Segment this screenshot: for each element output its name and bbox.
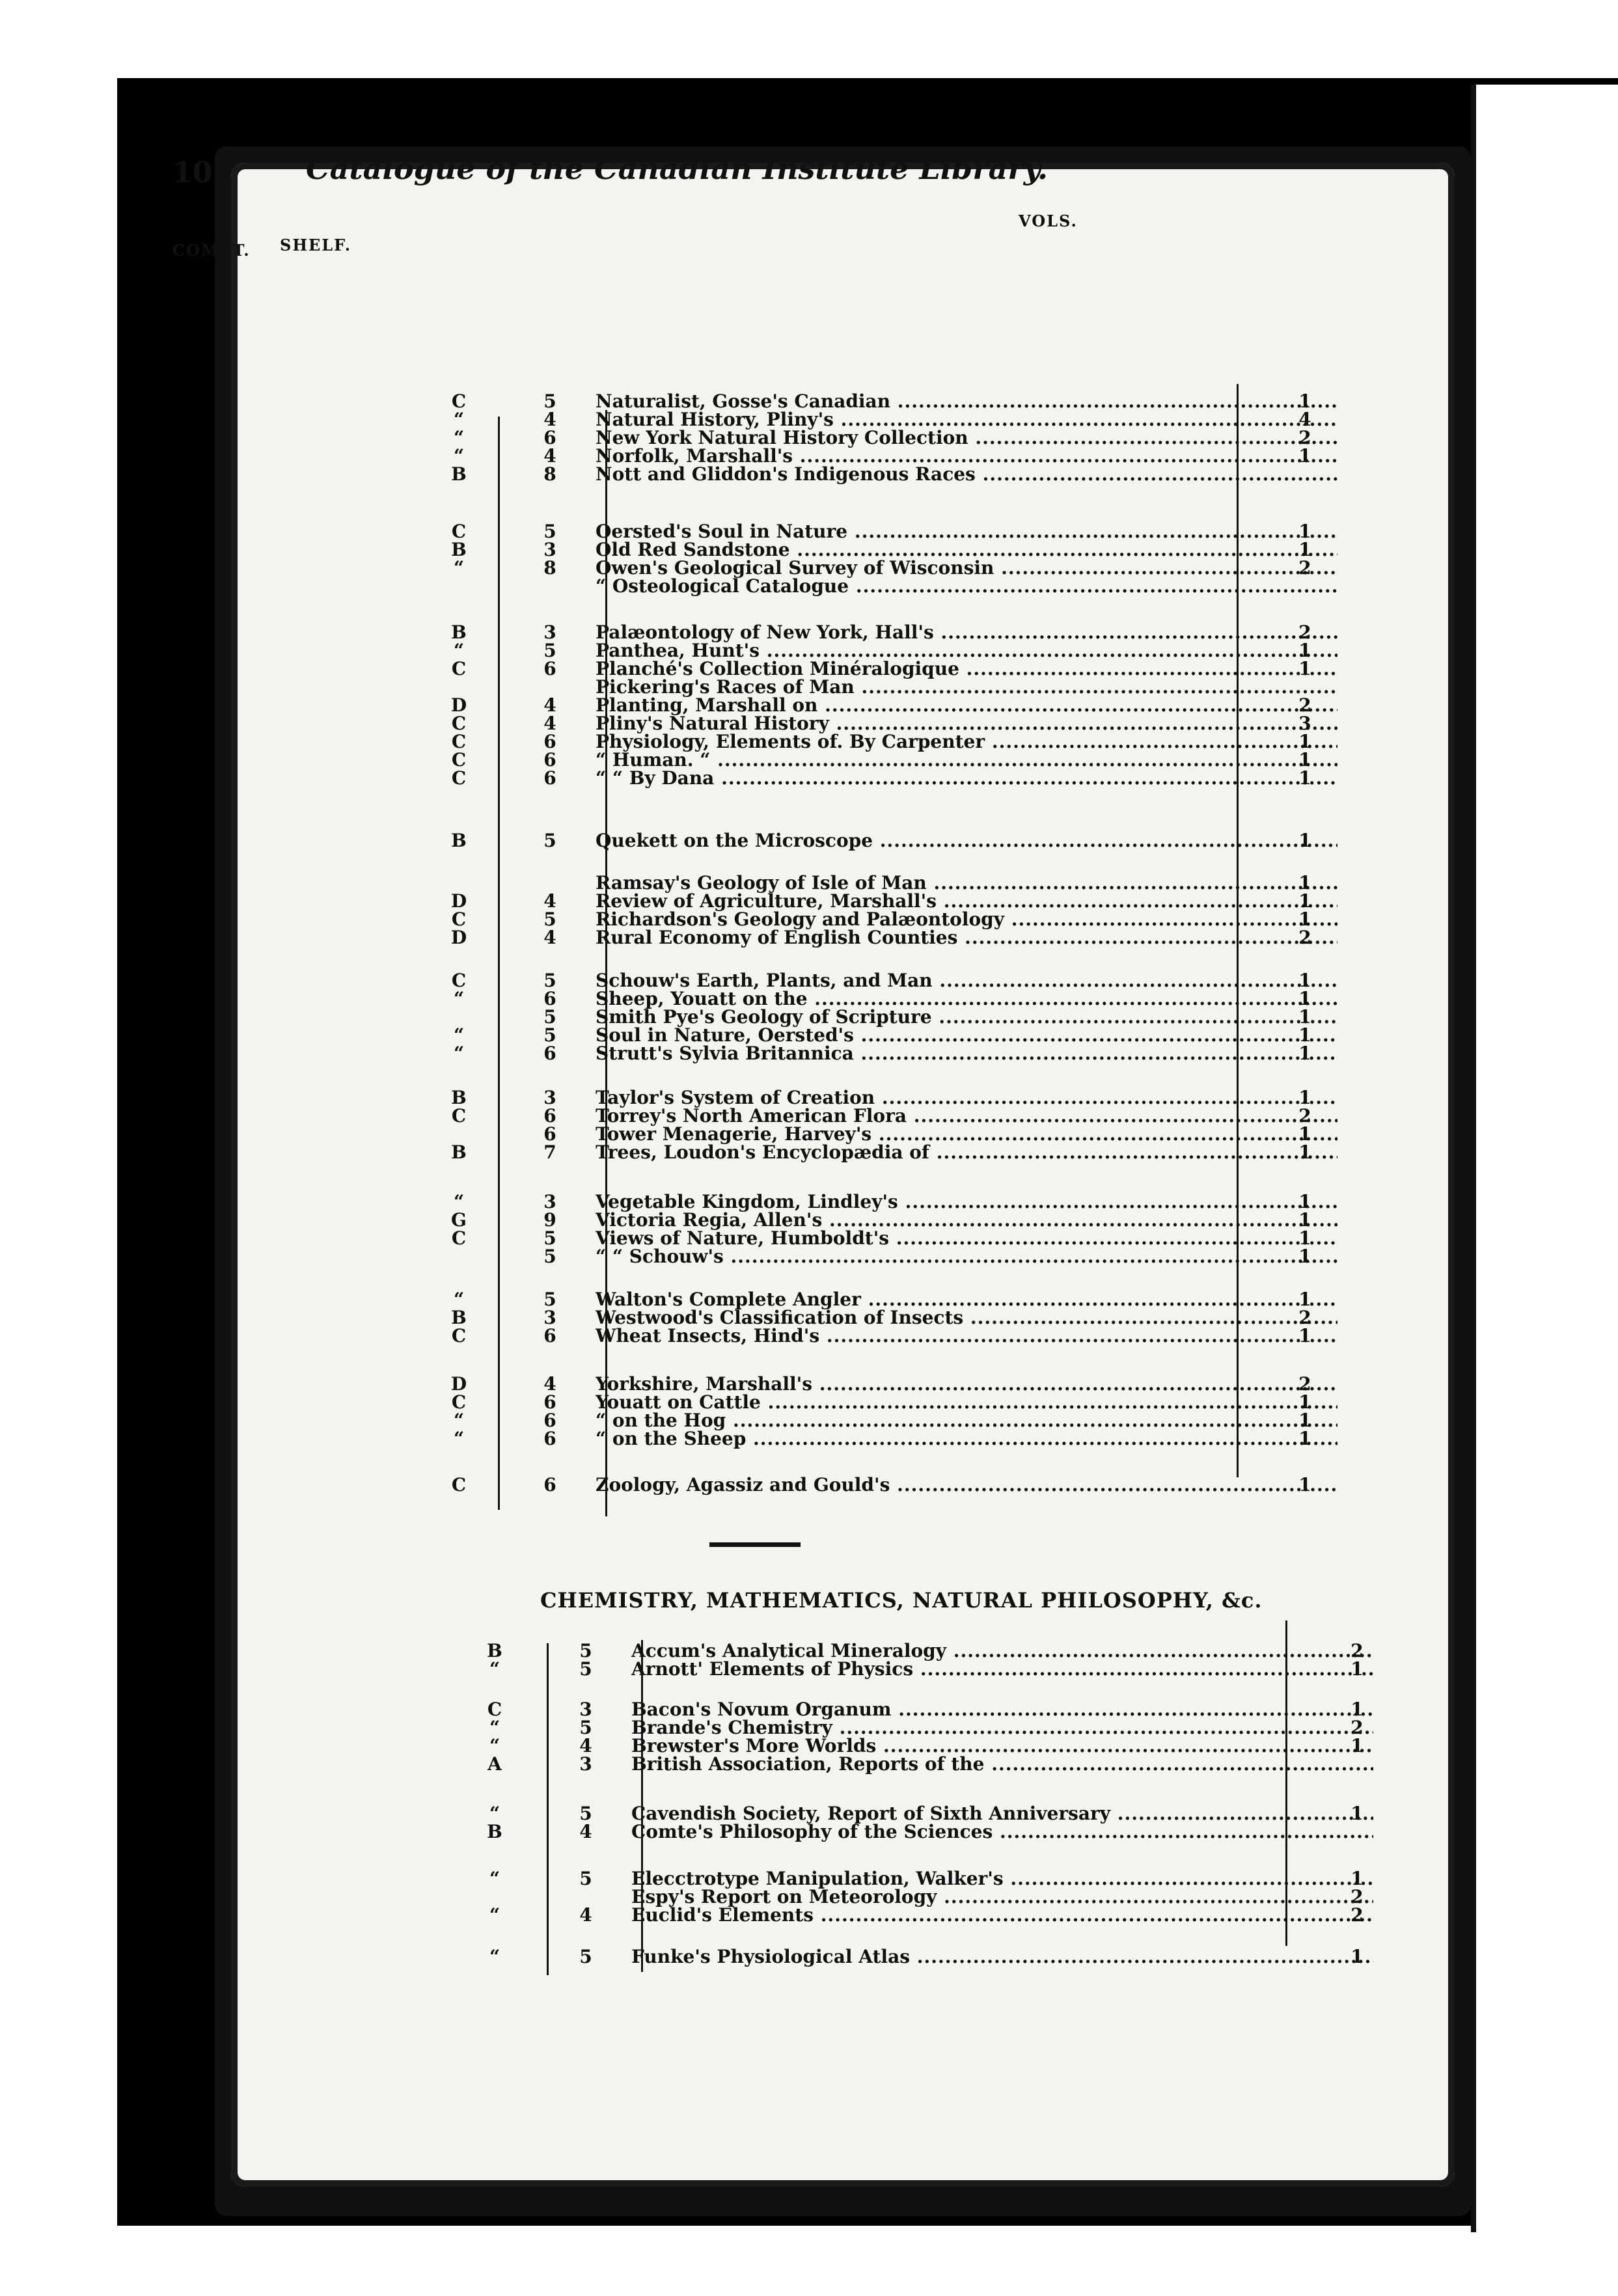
row-shelf: 3 (543, 539, 556, 560)
row-compt: B (487, 1640, 502, 1661)
row-vols: 1 (1298, 970, 1311, 991)
row-shelf: 5 (543, 1227, 556, 1249)
row-compt: B (451, 1307, 467, 1328)
row-entry: Westwood's Classification of Insects ..... (596, 1307, 1337, 1329)
scan-margin-top (0, 0, 1618, 78)
row-shelf: 5 (543, 1246, 556, 1267)
row-entry: Strutt's Sylvia Britannica ..... (596, 1043, 1337, 1065)
row-entry: “ “ Schouw's ..... (596, 1246, 1337, 1268)
row-vols: 1 (1298, 1289, 1311, 1310)
row-shelf: 5 (543, 640, 556, 661)
row-compt: “ (489, 1658, 500, 1680)
row-vols: 1 (1298, 1043, 1311, 1064)
row-entry: Planting, Marshall on ..... (596, 694, 1337, 717)
row-entry: Schouw's Earth, Plants, and Man ..... (596, 970, 1337, 992)
row-shelf: 6 (543, 731, 556, 752)
row-vols: 1 (1298, 521, 1311, 542)
row-entry: Funke's Physiological Atlas ..... (631, 1946, 1373, 1968)
row-entry: Bacon's Novum Organum ..... (631, 1699, 1373, 1721)
row-entry: Youatt on Cattle ..... (596, 1391, 1337, 1414)
row-compt: “ (489, 1946, 500, 1967)
row-compt: “ (453, 1428, 465, 1449)
row-compt: D (450, 927, 467, 948)
row-vols: 1 (1298, 890, 1311, 912)
shelf-rule-1 (498, 417, 500, 1510)
row-vols: 1 (1298, 1428, 1311, 1449)
row-vols: 1 (1298, 731, 1311, 752)
row-shelf: 9 (543, 1209, 556, 1231)
row-compt: “ (489, 1735, 500, 1756)
row-compt: “ (453, 1410, 465, 1431)
row-shelf: 6 (543, 1123, 556, 1145)
row-shelf: 5 (543, 1289, 556, 1310)
row-shelf: 5 (543, 830, 556, 851)
row-shelf: 3 (543, 1307, 556, 1328)
row-compt: “ (453, 409, 465, 430)
row-entry: Euclid's Elements ..... (631, 1904, 1373, 1926)
row-entry: Comte's Philosophy of the Sciences ..... (631, 1821, 1373, 1843)
row-entry: Rural Economy of English Counties ..... (596, 927, 1337, 949)
row-compt: D (450, 890, 467, 912)
row-compt: B (487, 1821, 502, 1842)
row-entry: Richardson's Geology and Palæontology ..... (596, 909, 1337, 931)
row-vols: 1 (1351, 1699, 1364, 1720)
row-vols: 1 (1298, 909, 1311, 930)
row-shelf: 5 (579, 1658, 592, 1680)
row-vols: 1 (1298, 1474, 1311, 1496)
row-shelf: 5 (543, 909, 556, 930)
row-vols: 1 (1298, 640, 1311, 661)
row-vols: 2 (1298, 1307, 1311, 1328)
row-compt: C (487, 1699, 502, 1720)
row-compt: C (451, 1325, 467, 1346)
row-shelf: 5 (579, 1868, 592, 1889)
row-compt: D (450, 694, 467, 716)
row-entry: Norfolk, Marshall's ..... (596, 445, 1337, 467)
row-vols: 4 (1298, 409, 1311, 430)
section-divider (709, 1542, 801, 1547)
row-compt: “ (453, 427, 465, 448)
row-entry: Elecctrotype Manipulation, Walker's ..... (631, 1868, 1373, 1890)
row-shelf: 5 (579, 1803, 592, 1824)
row-shelf: 4 (579, 1904, 592, 1926)
row-vols: 2 (1298, 927, 1311, 948)
row-entry: Naturalist, Gosse's Canadian ..... (596, 390, 1337, 413)
row-vols: 1 (1351, 1735, 1364, 1756)
row-vols: 2 (1298, 1373, 1311, 1395)
row-shelf: 6 (543, 767, 556, 789)
row-compt: C (451, 731, 467, 752)
row-shelf: 8 (543, 463, 556, 485)
row-entry: Palæontology of New York, Hall's ..... (596, 622, 1337, 644)
row-vols: 1 (1298, 1391, 1311, 1413)
row-entry: Oersted's Soul in Nature ..... (596, 521, 1337, 543)
row-vols: 1 (1298, 1227, 1311, 1249)
row-vols: 1 (1298, 1209, 1311, 1231)
facing-page-edge (1471, 85, 1618, 2232)
row-compt: A (487, 1753, 502, 1775)
row-shelf: 6 (543, 658, 556, 679)
row-vols: 1 (1298, 1141, 1311, 1163)
row-entry: Tower Menagerie, Harvey's ..... (596, 1123, 1337, 1145)
row-shelf: 5 (543, 1024, 556, 1046)
row-entry: “ on the Sheep ..... (596, 1428, 1337, 1450)
row-entry: Taylor's System of Creation ..... (596, 1087, 1337, 1109)
row-shelf: 7 (543, 1141, 556, 1163)
row-vols: 1 (1298, 1087, 1311, 1108)
row-compt: C (451, 390, 467, 412)
row-vols: 1 (1351, 1946, 1364, 1967)
row-entry: New York Natural History Collection ..... (596, 427, 1337, 449)
row-entry: Yorkshire, Marshall's ..... (596, 1373, 1337, 1395)
row-compt: C (451, 1474, 467, 1496)
row-compt: B (451, 1141, 467, 1163)
row-shelf: 4 (579, 1821, 592, 1842)
row-vols: 1 (1298, 1123, 1311, 1145)
row-compt: D (450, 1373, 467, 1395)
row-entry: Soul in Nature, Oersted's ..... (596, 1024, 1337, 1046)
row-compt: B (451, 622, 467, 643)
row-shelf: 5 (543, 970, 556, 991)
row-vols: 2 (1351, 1904, 1364, 1926)
row-entry: Arnott' Elements of Physics ..... (631, 1658, 1373, 1680)
row-vols: 1 (1351, 1658, 1364, 1680)
row-entry: Brande's Chemistry ..... (631, 1717, 1373, 1739)
row-entry: “ “ By Dana ..... (596, 767, 1337, 789)
row-shelf: 6 (543, 427, 556, 448)
row-compt: B (451, 463, 467, 485)
row-entry: Wheat Insects, Hind's ..... (596, 1325, 1337, 1347)
row-shelf: 6 (543, 1105, 556, 1127)
row-shelf: 5 (543, 390, 556, 412)
row-entry: Nott and Gliddon's Indigenous Races ..... (596, 463, 1337, 485)
scan-margin-bottom (0, 2226, 1618, 2296)
row-compt: “ (489, 1868, 500, 1889)
row-compt: B (451, 1087, 467, 1108)
row-entry: Panthea, Hunt's ..... (596, 640, 1337, 662)
row-vols: 1 (1298, 390, 1311, 412)
row-vols: 2 (1298, 1105, 1311, 1127)
row-vols: 3 (1298, 713, 1311, 734)
row-compt: C (451, 749, 467, 771)
row-shelf: 6 (543, 1043, 556, 1064)
row-entry: Espy's Report on Meteorology ..... (631, 1886, 1373, 1908)
row-compt: C (451, 1391, 467, 1413)
row-shelf: 6 (543, 1391, 556, 1413)
row-compt: B (451, 830, 467, 851)
row-entry: Brewster's More Worlds ..... (631, 1735, 1373, 1757)
row-entry: Torrey's North American Flora ..... (596, 1105, 1337, 1127)
row-entry: Pickering's Races of Man ..... (596, 676, 1337, 698)
row-compt: C (451, 767, 467, 789)
row-vols: 1 (1351, 1868, 1364, 1889)
row-entry: Ramsay's Geology of Isle of Man ..... (596, 872, 1337, 894)
row-shelf: 4 (543, 927, 556, 948)
row-shelf: 4 (579, 1735, 592, 1756)
row-shelf: 8 (543, 557, 556, 579)
row-entry: Quekett on the Microscope ..... (596, 830, 1337, 852)
row-entry: Physiology, Elements of. By Carpenter ..... (596, 731, 1337, 753)
row-vols: 1 (1298, 539, 1311, 560)
row-vols: 2 (1351, 1640, 1364, 1661)
row-vols: 2 (1298, 622, 1311, 643)
row-shelf: 3 (543, 1191, 556, 1212)
row-compt: “ (453, 988, 465, 1009)
row-vols: 1 (1298, 658, 1311, 679)
row-vols: 1 (1298, 767, 1311, 789)
row-compt: “ (489, 1803, 500, 1824)
row-compt: C (451, 970, 467, 991)
row-shelf: 6 (543, 988, 556, 1009)
row-compt: C (451, 713, 467, 734)
row-entry: Vegetable Kingdom, Lindley's ..... (596, 1191, 1337, 1213)
row-compt: B (451, 539, 467, 560)
row-compt: “ (489, 1717, 500, 1738)
row-compt: G (451, 1209, 467, 1231)
row-entry: Views of Nature, Humboldt's ..... (596, 1227, 1337, 1250)
row-entry: Sheep, Youatt on the ..... (596, 988, 1337, 1010)
row-shelf: 5 (579, 1717, 592, 1738)
section-2-title: CHEMISTRY, MATHEMATICS, NATURAL PHILOSOPHY, &c. (540, 1588, 1263, 1613)
row-shelf: 5 (543, 1006, 556, 1028)
row-vols: 1 (1298, 1410, 1311, 1431)
row-shelf: 5 (579, 1946, 592, 1967)
row-vols: 2 (1351, 1886, 1364, 1907)
row-compt: “ (453, 557, 465, 579)
row-entry: Review of Agriculture, Marshall's ..... (596, 890, 1337, 912)
row-entry: Old Red Sandstone ..... (596, 539, 1337, 561)
row-compt: “ (453, 640, 465, 661)
row-vols: 1 (1298, 830, 1311, 851)
row-vols: 1 (1298, 1006, 1311, 1028)
row-shelf: 5 (579, 1640, 592, 1661)
shelf-rule-2 (547, 1643, 549, 1975)
row-shelf: 6 (543, 1325, 556, 1346)
row-shelf: 4 (543, 694, 556, 716)
row-shelf: 5 (543, 521, 556, 542)
row-vols: 2 (1351, 1717, 1364, 1738)
row-entry: Owen's Geological Survey of Wisconsin ..... (596, 557, 1337, 579)
vols-column-header: VOLS. (1019, 212, 1078, 230)
row-shelf: 3 (543, 1087, 556, 1108)
row-shelf: 4 (543, 409, 556, 430)
row-compt: “ (453, 1043, 465, 1064)
row-vols: 1 (1351, 1803, 1364, 1824)
row-entry: “ Osteological Catalogue ..... (596, 575, 1337, 597)
row-entry: Victoria Regia, Allen's ..... (596, 1209, 1337, 1231)
row-entry: Cavendish Society, Report of Sixth Anniversary ..... (631, 1803, 1373, 1825)
row-compt: “ (453, 1289, 465, 1310)
row-vols: 2 (1298, 694, 1311, 716)
row-vols: 1 (1298, 445, 1311, 467)
row-compt: C (451, 909, 467, 930)
row-compt: C (451, 521, 467, 542)
row-shelf: 4 (543, 713, 556, 734)
row-entry: Zoology, Agassiz and Gould's ..... (596, 1474, 1337, 1496)
scan-margin-left (0, 0, 117, 2296)
shelf-column-header: SHELF. (280, 236, 352, 254)
compt-column-header: COMPT. (172, 241, 251, 260)
row-vols: 1 (1298, 872, 1311, 894)
row-entry: “ Human. “ ..... (596, 749, 1337, 771)
row-entry: “ on the Hog ..... (596, 1410, 1337, 1432)
row-shelf: 3 (543, 622, 556, 643)
row-shelf: 6 (543, 1428, 556, 1449)
row-entry: Smith Pye's Geology of Scripture ..... (596, 1006, 1337, 1028)
row-entry: Trees, Loudon's Encyclopædia of ..... (596, 1141, 1337, 1164)
row-shelf: 6 (543, 1410, 556, 1431)
row-entry: Walton's Complete Angler ..... (596, 1289, 1337, 1311)
row-shelf: 3 (579, 1699, 592, 1720)
page-number: 10 (172, 156, 213, 189)
row-vols: 1 (1298, 1325, 1311, 1346)
row-compt: “ (453, 1024, 465, 1046)
row-shelf: 4 (543, 890, 556, 912)
row-entry: Planché's Collection Minéralogique ..... (596, 658, 1337, 680)
row-vols: 2 (1298, 557, 1311, 579)
row-entry: Pliny's Natural History ..... (596, 713, 1337, 735)
row-vols: 2 (1298, 427, 1311, 448)
row-entry: Natural History, Pliny's ..... (596, 409, 1337, 431)
row-compt: C (451, 658, 467, 679)
row-vols: 1 (1298, 1024, 1311, 1046)
row-entry: Accum's Analytical Mineralogy ..... (631, 1640, 1373, 1662)
row-shelf: 6 (543, 749, 556, 771)
row-shelf: 3 (579, 1753, 592, 1775)
row-vols: 1 (1298, 988, 1311, 1009)
row-compt: C (451, 1227, 467, 1249)
row-compt: “ (489, 1904, 500, 1926)
row-shelf: 6 (543, 1474, 556, 1496)
row-vols: 1 (1298, 1246, 1311, 1267)
row-vols: 1 (1298, 1191, 1311, 1212)
row-compt: “ (453, 1191, 465, 1212)
row-compt: C (451, 1105, 467, 1127)
row-shelf: 4 (543, 445, 556, 467)
running-title: Catalogue of the Canadian Institute Library. (306, 151, 1049, 186)
row-compt: “ (453, 445, 465, 467)
row-shelf: 4 (543, 1373, 556, 1395)
row-entry: British Association, Reports of the ..... (631, 1753, 1373, 1775)
row-vols: 1 (1298, 749, 1311, 771)
